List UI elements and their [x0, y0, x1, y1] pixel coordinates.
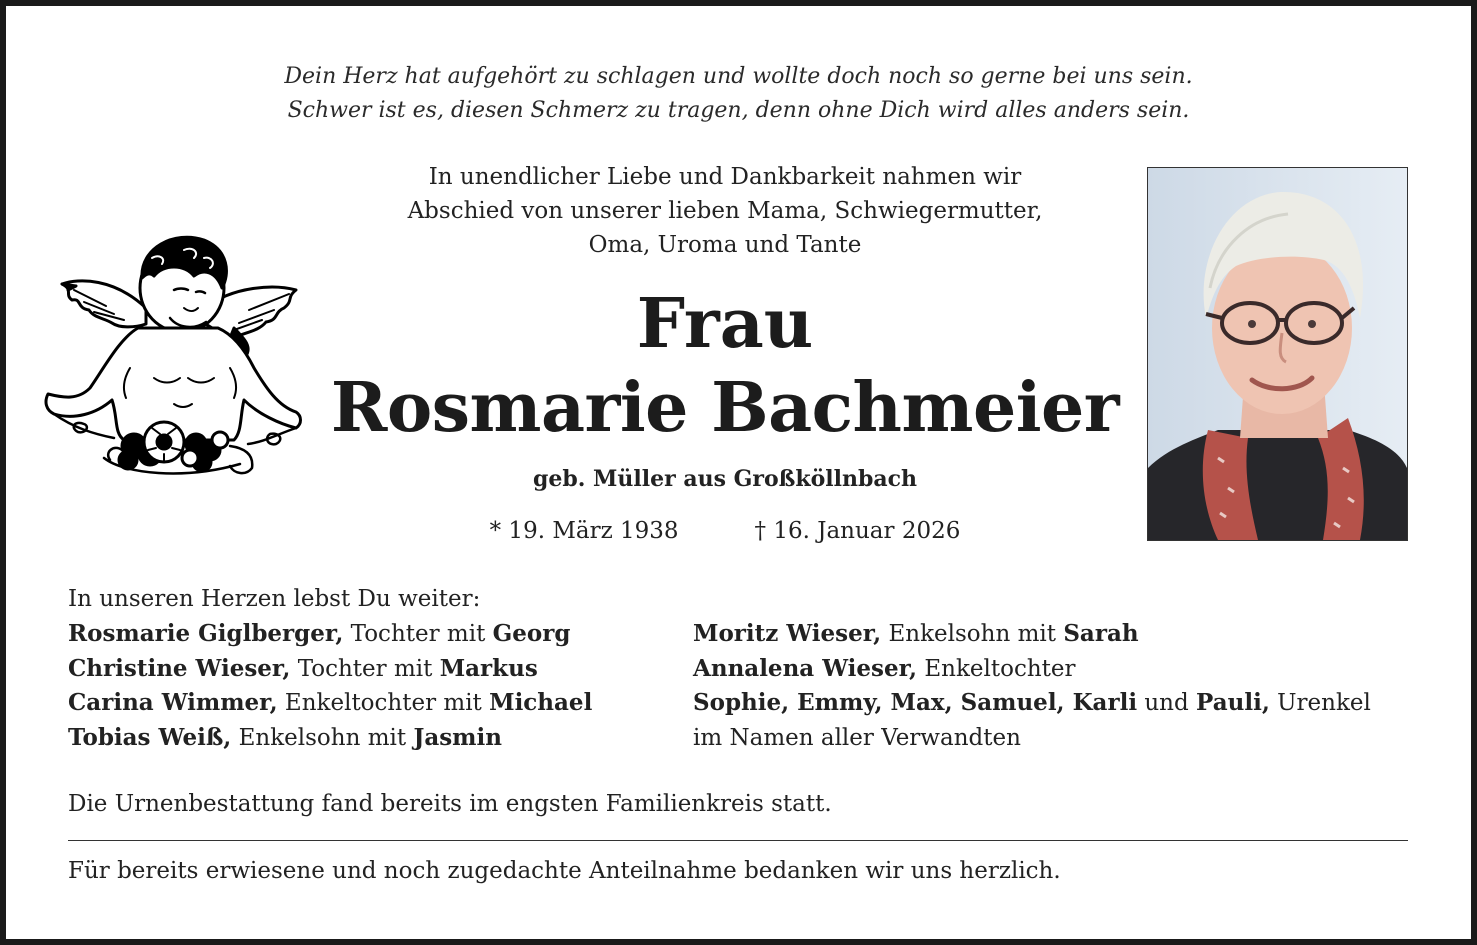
memorial-poem	[0, 60, 1477, 128]
mourner-name: Sarah	[1063, 620, 1139, 647]
portrait-photo	[1147, 167, 1408, 541]
mourner-name: Annalena Wieser,	[693, 654, 918, 682]
mourner-relation: Enkeltochter	[917, 655, 1076, 682]
mourners-left-column	[68, 617, 668, 755]
death-date: † 16. Januar 2026	[754, 518, 961, 544]
mourners-right-column	[693, 617, 1423, 755]
mourner-name: Moritz Wieser,	[693, 620, 882, 647]
life-dates	[300, 514, 1150, 548]
intro-line-1: In unendlicher Liebe und Dankbarkeit nahmen wir	[428, 164, 1022, 190]
mourners-heading: In unseren Herzen lebst Du weiter:	[68, 586, 481, 612]
birth-name: geb. Müller aus Großköllnbach	[532, 466, 918, 492]
mourner-relation: Tochter mit	[343, 621, 493, 647]
mourner-name: Sophie, Emmy, Max, Samuel, Karli	[693, 689, 1138, 716]
mourner-line	[68, 617, 668, 652]
mourner-relation: im Namen aller Verwandten	[693, 724, 1021, 751]
mourner-line	[693, 652, 1423, 687]
mourner-name: Rosmarie Giglberger,	[68, 620, 344, 647]
mourner-relation: und	[1137, 690, 1197, 716]
mourner-relation: Urenkel	[1269, 690, 1371, 716]
mourner-relation: Enkeltochter mit	[277, 690, 490, 716]
salutation: Frau	[636, 284, 814, 364]
mourner-name: Christine Wieser,	[68, 654, 291, 682]
angel-illustration	[34, 228, 304, 493]
mourner-line	[68, 686, 668, 721]
thanks-note: Für bereits erwiesene und noch zugedachte Anteilnahme bedanken wir uns herzlich.	[68, 858, 1061, 884]
divider	[68, 840, 1408, 841]
mourner-relation: Enkelsohn mit	[231, 724, 414, 751]
mourner-name: Carina Wimmer,	[68, 689, 278, 716]
mourner-name: Michael	[489, 689, 593, 716]
mourner-name: Jasmin	[413, 723, 502, 751]
mourner-name: Tobias Weiß,	[68, 723, 232, 751]
mourner-name: Pauli,	[1196, 689, 1270, 716]
poem-line-2: Schwer ist es, diesen Schmerz zu tragen, denn ohne Dich wird alles anders sein.	[287, 98, 1190, 123]
mourner-name: Markus	[439, 654, 538, 682]
burial-note: Die Urnenbestattung fand bereits im engsten Familienkreis statt.	[68, 791, 832, 817]
intro-line-3: Oma, Uroma und Tante	[588, 232, 862, 258]
mourner-line	[693, 686, 1423, 721]
deceased-name: Rosmarie Bachmeier	[330, 368, 1120, 448]
intro-text	[300, 160, 1150, 262]
mourner-line	[68, 721, 668, 756]
mourner-relation: Tochter mit	[290, 655, 440, 682]
poem-line-1: Dein Herz hat aufgehört zu schlagen und wollte doch noch so gerne bei uns sein.	[284, 64, 1193, 89]
mourner-name: Georg	[492, 620, 571, 647]
mourner-line	[693, 617, 1423, 652]
mourner-line	[68, 652, 668, 687]
intro-line-2: Abschied von unserer lieben Mama, Schwiegermutter,	[407, 198, 1043, 224]
birth-date: * 19. März 1938	[489, 518, 679, 544]
mourner-relation: Enkelsohn mit	[881, 621, 1064, 647]
mourner-line	[693, 721, 1423, 756]
